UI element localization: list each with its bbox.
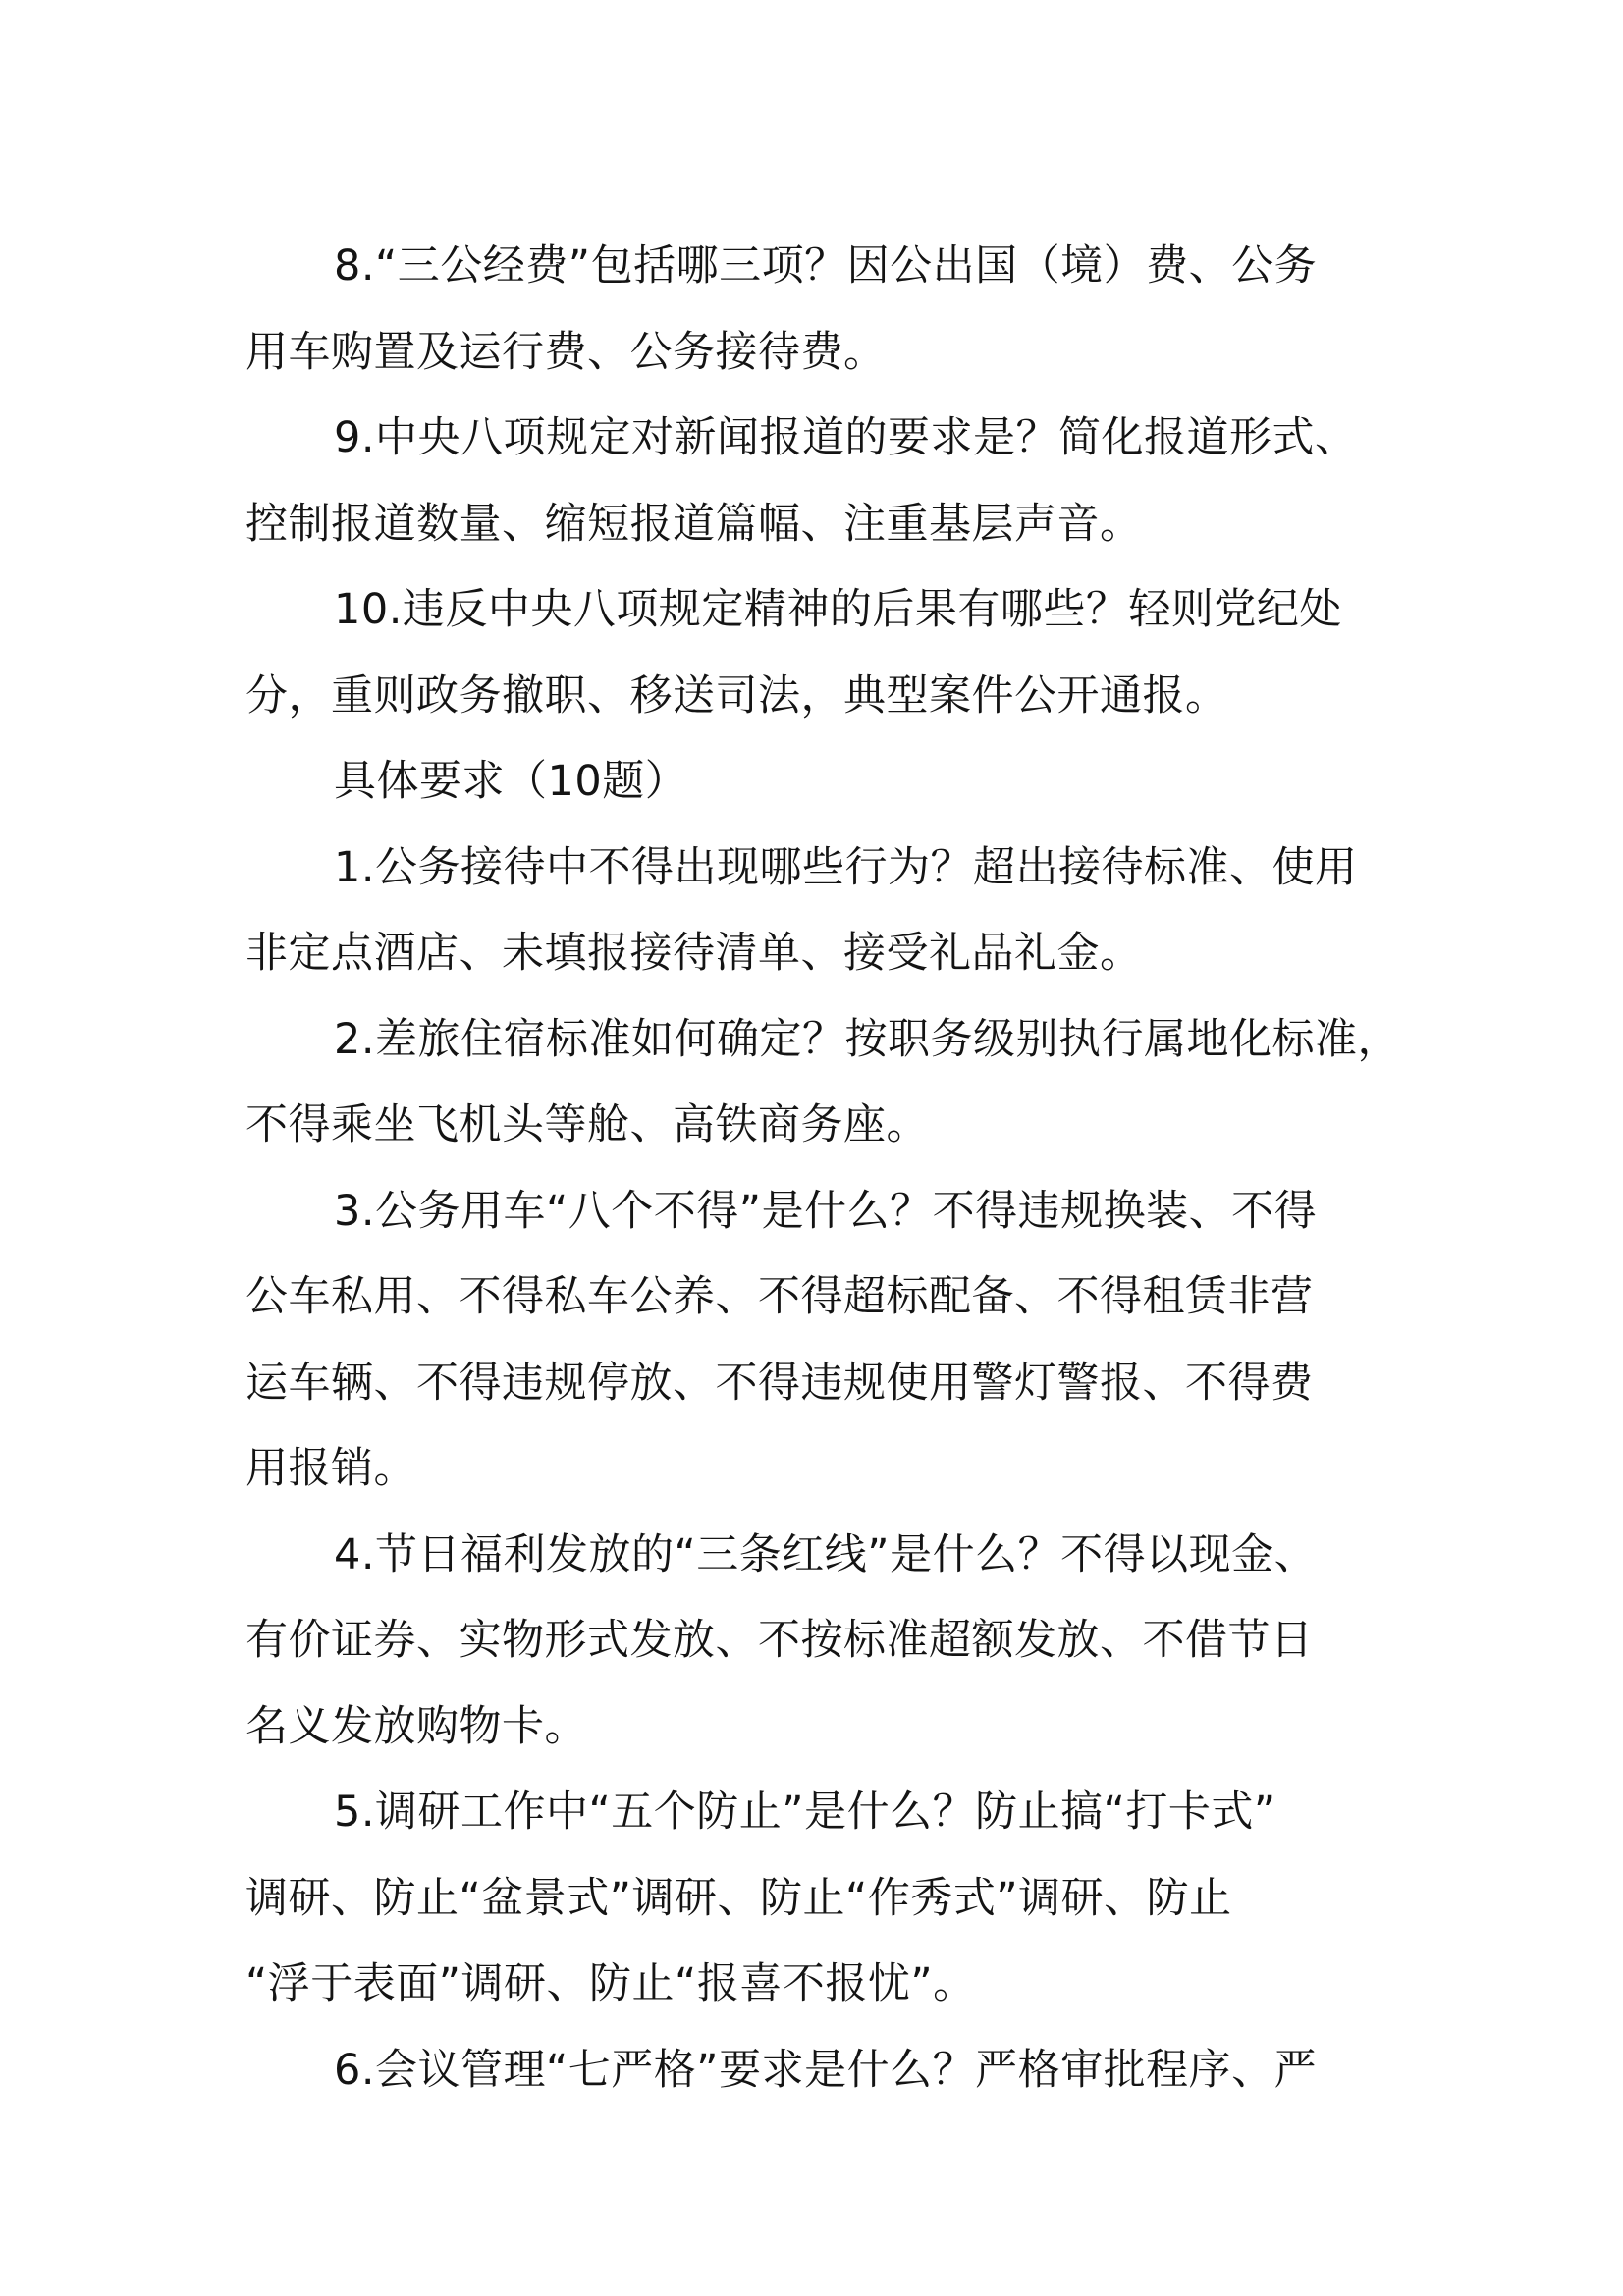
text-line: 有价证券、实物形式发放、不按标准超额发放、不借节日 (245, 1616, 1314, 1665)
text-line: 5.调研工作中“五个防止”是什么？防止搞“打卡式” (334, 1788, 1276, 1837)
text-line: 4.节日福利发放的“三条红线”是什么？不得以现金、 (334, 1529, 1318, 1579)
text-line: 8.“三公经费”包括哪三项？因公出国（境）费、公务 (334, 241, 1318, 291)
text-line: 非定点酒店、未填报接待清单、接受礼品礼金。 (245, 929, 1143, 978)
text-line: 10.违反中央八项规定精神的后果有哪些？轻则党纪处 (334, 585, 1342, 634)
text-line: 控制报道数量、缩短报道篇幅、注重基层声音。 (245, 499, 1143, 549)
section-heading (245, 739, 1386, 826)
paragraph-requirement-5 (245, 1770, 1386, 2028)
paragraph-requirement-1 (245, 826, 1386, 997)
text-line: 6.会议管理“七严格”要求是什么？严格审批程序、严 (334, 2045, 1318, 2095)
text-line: 用车购置及运行费、公务接待费。 (245, 327, 887, 377)
paragraph-requirement-3 (245, 1169, 1386, 1513)
text-line: 调研、防止“盆景式”调研、防止“作秀式”调研、防止 (245, 1873, 1232, 1923)
document-body (245, 224, 1401, 2113)
text-line: 3.公务用车“八个不得”是什么？不得违规换装、不得 (334, 1186, 1318, 1236)
paragraph-requirement-2 (245, 997, 1401, 1169)
text-line: “浮于表面”调研、防止“报喜不报忧”。 (245, 1959, 976, 2008)
text-line: 9.中央八项规定对新闻报道的要求是？简化报道形式、 (334, 413, 1358, 462)
text-line: 公车私用、不得私车公养、不得超标配备、不得租赁非营 (245, 1272, 1314, 1321)
paragraph-requirement-6 (245, 2028, 1386, 2114)
paragraph-question-10 (245, 567, 1386, 739)
text-line: 2.差旅住宿标准如何确定？按职务级别执行属地化标准， (334, 1014, 1401, 1064)
text-line: 1.公务接待中不得出现哪些行为？超出接待标准、使用 (334, 842, 1358, 892)
paragraph-question-8 (245, 224, 1386, 396)
text-line: 名义发放购物卡。 (245, 1701, 587, 1751)
paragraph-question-9 (245, 396, 1386, 567)
text-line: 分，重则政务撤职、移送司法，典型案件公开通报。 (245, 670, 1228, 721)
text-line: 用报销。 (245, 1444, 416, 1493)
paragraph-requirement-4 (245, 1513, 1386, 1771)
section-heading-text: 具体要求（10题） (334, 757, 688, 806)
text-line: 不得乘坐飞机头等舱、高铁商务座。 (245, 1100, 929, 1149)
text-line: 运车辆、不得违规停放、不得违规使用警灯警报、不得费 (245, 1358, 1314, 1408)
